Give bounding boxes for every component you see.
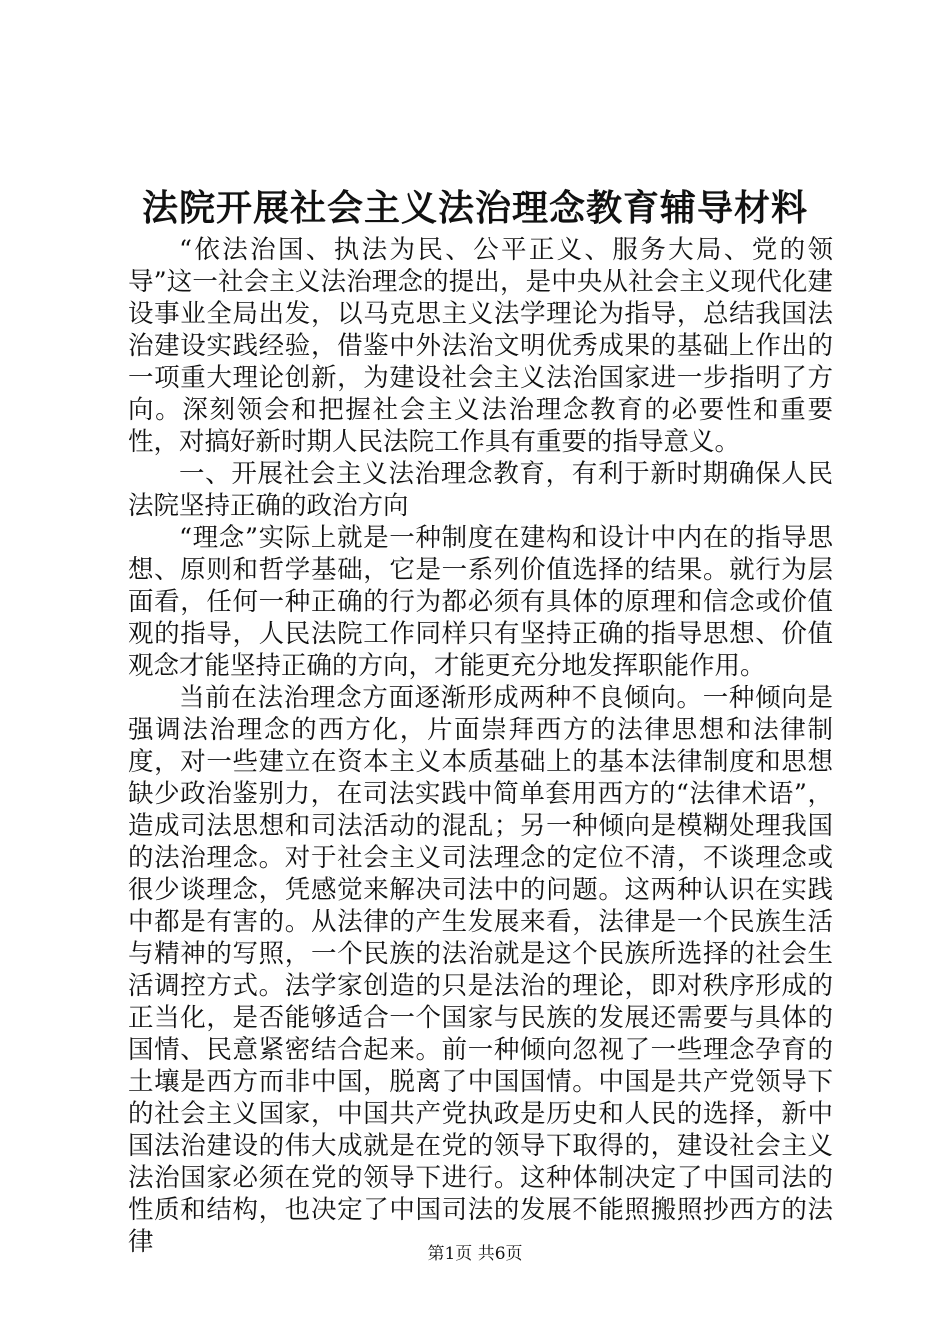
paragraph-tendencies: 当前在法治理念方面逐渐形成两种不良倾向。一种倾向是强调法治理念的西方化，片面崇拜西方的法律思想和法律制度，对一些建立在资本主义本质基础上的基本法律制度和思想缺少政治鉴别力，在司法实践中简单套用西方的“法律术语”，造成司法思想和司法活动的混乱；另一种倾向是模糊处理我国的法治理念。对于社会主义司法理念的定位不清，不谈理念或很少谈理念，凭感觉来解决司法中的问题。这两种认识在实践中都是有害的。从法律的产生发展来看，法律是一个民族生活与精神的写照，一个民族的法治就是这个民族所选择的社会生活调控方式。法学家创造的只是法治的理论，即对秩序形成的正当化，是否能够适合一个国家与民族的发展还需要与具体的国情、民意紧密结合起来。前一种倾向忽视了一些理念孕育的土壤是西方而非中国，脱离了中国国情。中国是共产党领导下的社会主义国家，中国共产党执政是历史和人民的选择，新中国法治建设的伟大成就是在党的领导下取得的，建设社会主义法治国家必须在党的领导下进行。这种体制决定了中国司法的性质和结构，也决定了中国司法的发展不能照搬照抄西方的法律 [128,683,833,1257]
section-heading-1: 一、开展社会主义法治理念教育，有利于新时期确保人民法院坚持正确的政治方向 [128,459,833,521]
document-body [128,234,833,1258]
page-footer: 第1页 共6页 [427,1244,523,1264]
paragraph-concept: “理念”实际上就是一种制度在建构和设计中内在的指导思想、原则和哲学基础，它是一系列价值选择的结果。就行为层面看，任何一种正确的行为都必须有具体的原理和信念或价值观的指导，人民法院工作同样只有坚持正确的指导思想、价值观念才能坚持正确的方向，才能更充分地发挥职能作用。 [128,523,833,681]
document-title: 法院开展社会主义法治理念教育辅导材料 [141,187,808,229]
paragraph-intro: “依法治国、执法为民、公平正义、服务大局、党的领导”这一社会主义法治理念的提出，是中央从社会主义现代化建设事业全局出发，以马克思主义法学理论为指导，总结我国法治建设实践经验，借鉴中外法治文明优秀成果的基础上作出的一项重大理论创新，为建设社会主义法治国家进一步指明了方向。深刻领会和把握社会主义法治理念教育的必要性和重要性，对搞好新时期人民法院工作具有重要的指导意义。 [128,235,833,457]
